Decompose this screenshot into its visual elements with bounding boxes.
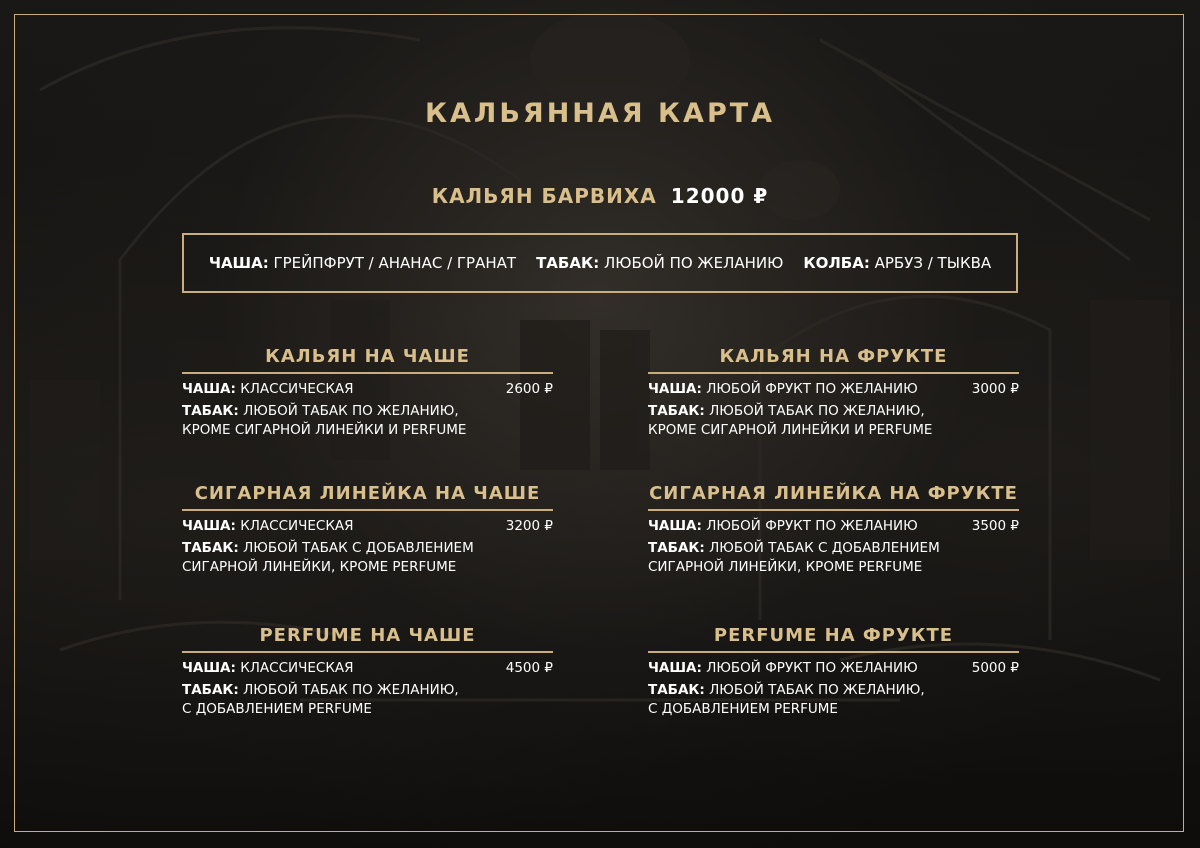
menu-item-tobacco-row-2 xyxy=(648,558,1019,577)
featured-bowl-label: ЧАША: xyxy=(208,254,269,272)
menu-item-tobacco-row-2 xyxy=(182,421,553,440)
menu-item xyxy=(648,625,1019,719)
featured-flask xyxy=(803,254,991,272)
page-title: КАЛЬЯННАЯ КАРТА xyxy=(424,98,776,129)
tobacco-label: ТАБАК: xyxy=(648,540,705,556)
tobacco-label: ТАБАК: xyxy=(182,682,239,698)
menu-item xyxy=(182,346,553,440)
menu-item-price: 4500 ₽ xyxy=(505,660,553,676)
menu-item-bowl-row xyxy=(182,659,553,678)
menu-item-tobacco-row xyxy=(648,539,1019,558)
menu-item-tobacco-row xyxy=(182,402,553,421)
menu-item-bowl-row xyxy=(648,517,1019,536)
menu-item-bowl-row xyxy=(648,659,1019,678)
menu-item xyxy=(182,625,553,719)
bowl-value: КЛАССИЧЕСКАЯ xyxy=(240,660,354,676)
tobacco-value-line1: ЛЮБОЙ ТАБАК ПО ЖЕЛАНИЮ, xyxy=(243,682,459,698)
tobacco-value-line2: КРОМЕ СИГАРНОЙ ЛИНЕЙКИ И PERFUME xyxy=(182,422,467,438)
featured-item-heading xyxy=(0,184,1200,208)
featured-item-price: 12000 ₽ xyxy=(670,184,769,208)
menu-item-price: 3500 ₽ xyxy=(971,518,1019,534)
tobacco-value-line2: КРОМЕ СИГАРНОЙ ЛИНЕЙКИ И PERFUME xyxy=(648,422,933,438)
menu-item-tobacco-row-2 xyxy=(648,421,1019,440)
menu-item-tobacco-row xyxy=(648,402,1019,421)
menu-item-title: PERFUME НА ЧАШЕ xyxy=(182,625,553,653)
tobacco-value-line2: С ДОБАВЛЕНИЕМ PERFUME xyxy=(648,701,838,717)
menu-item-tobacco-row xyxy=(648,681,1019,700)
tobacco-value-line2: СИГАРНОЙ ЛИНЕЙКИ, КРОМЕ PERFUME xyxy=(182,559,457,575)
featured-flask-value: АРБУЗ / ТЫКВА xyxy=(874,254,992,272)
bowl-label: ЧАША: xyxy=(648,660,702,676)
menu-item-bowl-row xyxy=(182,517,553,536)
featured-bowl-value: ГРЕЙПФРУТ / АНАНАС / ГРАНАТ xyxy=(273,254,517,272)
menu-item-price: 5000 ₽ xyxy=(971,660,1019,676)
menu-item-price: 2600 ₽ xyxy=(505,381,553,397)
menu-item-bowl-row xyxy=(648,380,1019,399)
menu-item xyxy=(648,346,1019,440)
tobacco-label: ТАБАК: xyxy=(182,540,239,556)
bowl-label: ЧАША: xyxy=(182,518,236,534)
menu-item-bowl-row xyxy=(182,380,553,399)
menu-item xyxy=(648,483,1019,577)
menu-item-title: КАЛЬЯН НА ФРУКТЕ xyxy=(648,346,1019,374)
bowl-value: КЛАССИЧЕСКАЯ xyxy=(240,381,354,397)
tobacco-label: ТАБАК: xyxy=(648,403,705,419)
featured-tobacco xyxy=(536,254,783,272)
bowl-label: ЧАША: xyxy=(648,518,702,534)
tobacco-label: ТАБАК: xyxy=(648,682,705,698)
featured-tobacco-label: ТАБАК: xyxy=(536,254,600,272)
menu-item-tobacco-row-2 xyxy=(648,700,1019,719)
tobacco-value-line1: ЛЮБОЙ ТАБАК ПО ЖЕЛАНИЮ, xyxy=(243,403,459,419)
bowl-label: ЧАША: xyxy=(182,381,236,397)
menu-item-title: PERFUME НА ФРУКТЕ xyxy=(648,625,1019,653)
menu-item-title: КАЛЬЯН НА ЧАШЕ xyxy=(182,346,553,374)
bowl-value: ЛЮБОЙ ФРУКТ ПО ЖЕЛАНИЮ xyxy=(706,660,918,676)
menu-item-tobacco-row-2 xyxy=(182,558,553,577)
bowl-label: ЧАША: xyxy=(182,660,236,676)
featured-tobacco-value: ЛЮБОЙ ПО ЖЕЛАНИЮ xyxy=(604,254,784,272)
menu-item-price: 3000 ₽ xyxy=(971,381,1019,397)
menu-item-price: 3200 ₽ xyxy=(505,518,553,534)
tobacco-value-line2: С ДОБАВЛЕНИЕМ PERFUME xyxy=(182,701,372,717)
bowl-value: ЛЮБОЙ ФРУКТ ПО ЖЕЛАНИЮ xyxy=(706,381,918,397)
tobacco-value-line1: ЛЮБОЙ ТАБАК ПО ЖЕЛАНИЮ, xyxy=(709,403,925,419)
tobacco-label: ТАБАК: xyxy=(182,403,239,419)
tobacco-value-line2: СИГАРНОЙ ЛИНЕЙКИ, КРОМЕ PERFUME xyxy=(648,559,923,575)
menu-item-title: СИГАРНАЯ ЛИНЕЙКА НА ФРУКТЕ xyxy=(648,483,1019,511)
featured-bowl xyxy=(209,254,516,272)
menu-item-tobacco-row-2 xyxy=(182,700,553,719)
bowl-value: КЛАССИЧЕСКАЯ xyxy=(240,518,354,534)
tobacco-value-line1: ЛЮБОЙ ТАБАК ПО ЖЕЛАНИЮ, xyxy=(709,682,925,698)
tobacco-value-line1: ЛЮБОЙ ТАБАК С ДОБАВЛЕНИЕМ xyxy=(243,540,474,556)
featured-flask-label: КОЛБА: xyxy=(803,254,870,272)
featured-item-name: КАЛЬЯН БАРВИХА xyxy=(431,184,657,208)
featured-item-details-box xyxy=(182,233,1018,293)
bowl-value: ЛЮБОЙ ФРУКТ ПО ЖЕЛАНИЮ xyxy=(706,518,918,534)
menu-item-title: СИГАРНАЯ ЛИНЕЙКА НА ЧАШЕ xyxy=(182,483,553,511)
menu-item xyxy=(182,483,553,577)
tobacco-value-line1: ЛЮБОЙ ТАБАК С ДОБАВЛЕНИЕМ xyxy=(709,540,940,556)
menu-item-tobacco-row xyxy=(182,539,553,558)
menu-item-tobacco-row xyxy=(182,681,553,700)
bowl-label: ЧАША: xyxy=(648,381,702,397)
